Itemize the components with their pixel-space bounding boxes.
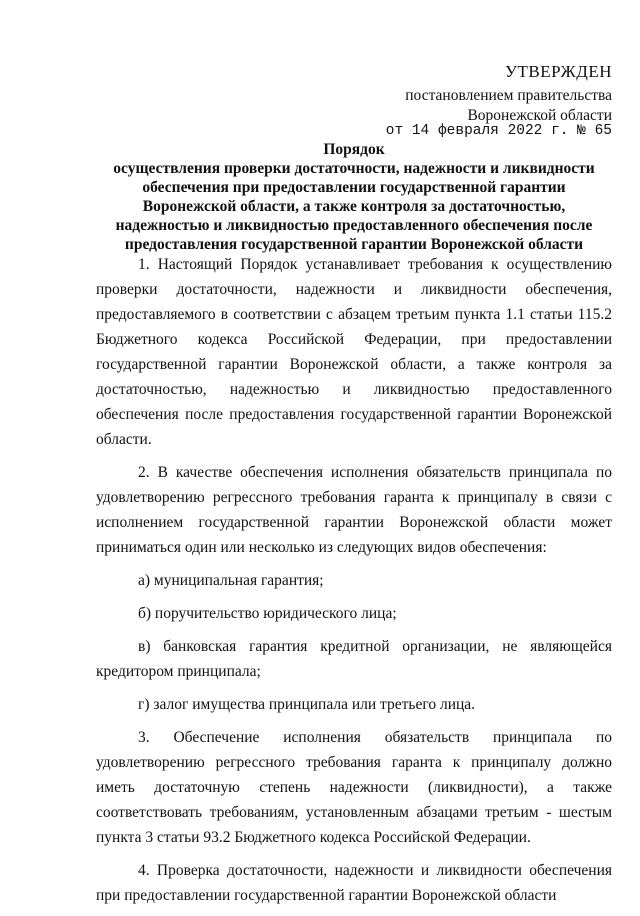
paragraph-1: 1. Настоящий Порядок устанавливает требования к осуществлению проверки достаточности, надежности и ликвидности обеспечения, предоставляемого в соответствии с абзацем третьим пункта 1.1 статьи 115.2 Бюджетного кодекса Российской Федерации, при предоставлении государственной гарантии Воронежской области, а также контроля за достаточностью, надежностью и ликвидностью предоставленного обеспечения после предоставления государственной гарантии Воронежской области. xyxy=(96,256,612,448)
approval-title: УТВЕРЖДЕН xyxy=(505,62,612,81)
list-item-a: а) муниципальная гарантия; xyxy=(138,572,324,589)
paragraph-4: 4. Проверка достаточности, надежности и ликвидности обеспечения при предоставлении государственной гарантии Воронежской области xyxy=(96,862,612,904)
approval-line-2: Воронежской области xyxy=(467,107,612,124)
document-subtitle: осуществления проверки достаточности, надежности и ликвидности обеспечения при предоставлении государственной гарантии Воронежской области, а также контроля за достаточностью, надежностью и ликвидностью предоставленного обеспечения после предоставления государственной гарантии Воронежской области xyxy=(113,160,595,253)
list-item-b: б) поручительство юридического лица; xyxy=(138,605,397,622)
paragraph-2: 2. В качестве обеспечения исполнения обязательств принципала по удовлетворению регрессного требования гаранта к принципалу в связи с исполнением государственной гарантии Воронежской области может приниматься один или несколько из следующих видов обеспечения: xyxy=(96,464,612,556)
document-body xyxy=(96,252,612,916)
document-title: Порядок xyxy=(323,141,385,158)
document-heading xyxy=(96,140,612,254)
approval-date: от 14 февраля 2022 г. № 65 xyxy=(385,123,612,139)
approval-stamp xyxy=(352,62,612,126)
paragraph-3: 3. Обеспечение исполнения обязательств принципала по удовлетворению регрессного требования гаранта к принципалу должно иметь достаточную степень надежности (ликвидности), а также соответствовать требованиям, установленным абзацами третьим - шестым пункта 3 статьи 93.2 Бюджетного кодекса Российской Федерации. xyxy=(96,729,612,846)
approval-line-1: постановлением правительства xyxy=(405,87,612,104)
list-item-v: в) банковская гарантия кредитной организации, не являющейся кредитором принципала; xyxy=(96,638,612,680)
list-item-g: г) залог имущества принципала или третьего лица. xyxy=(138,696,476,713)
